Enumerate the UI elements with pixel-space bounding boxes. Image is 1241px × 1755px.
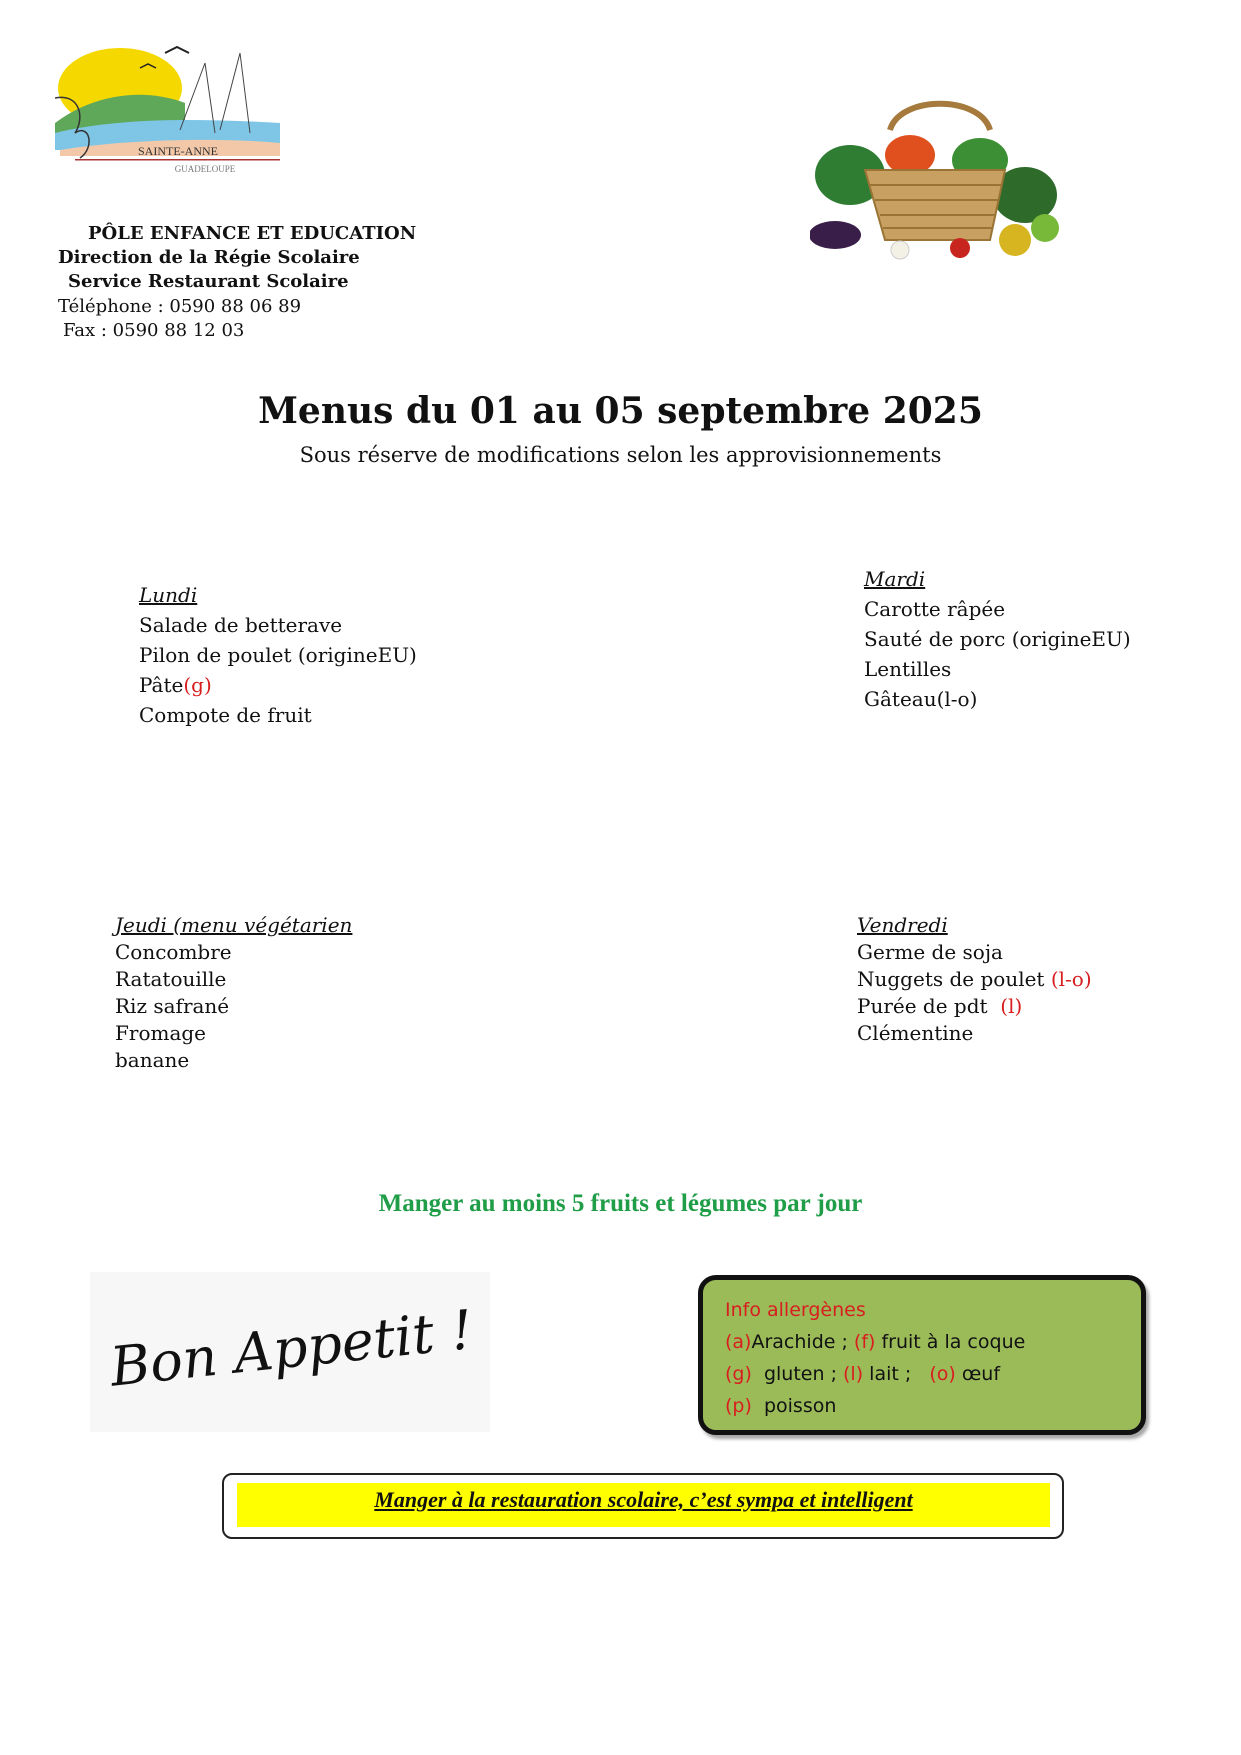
menu-item: Fromage bbox=[115, 1021, 207, 1045]
menu-item: Germe de soja bbox=[857, 940, 1003, 964]
menu-item: Compote de fruit bbox=[139, 703, 312, 727]
day-name: Vendredi bbox=[857, 913, 948, 937]
day-lundi bbox=[139, 580, 417, 730]
menu-item: Purée de pdt (l) bbox=[857, 994, 1023, 1018]
menu-item: Salade de betterave bbox=[139, 613, 343, 637]
menu-item: Sauté de porc (origineEU) bbox=[864, 627, 1131, 651]
fruits-slogan: Manger au moins 5 fruits et légumes par jour bbox=[378, 1190, 863, 1217]
vegetable-basket-image bbox=[810, 100, 1065, 260]
page-title: Menus du 01 au 05 septembre 2025 bbox=[258, 390, 983, 432]
logo-subtext: GUADELOUPE bbox=[174, 164, 236, 174]
allergen-title: Info allergènes bbox=[725, 1299, 866, 1321]
bon-appetit-text: Bon Appetit ! bbox=[107, 1297, 476, 1399]
menu-item: Carotte râpée bbox=[864, 597, 1006, 621]
allergen-code: (l-o) bbox=[1050, 967, 1092, 991]
page-subtitle: Sous réserve de modifications selon les approvisionnements bbox=[299, 443, 942, 467]
menu-item: Concombre bbox=[115, 940, 232, 964]
menu-item: Clémentine bbox=[857, 1021, 974, 1045]
menu-item: banane bbox=[115, 1048, 190, 1072]
menu-item: Nuggets de poulet (l-o) bbox=[857, 967, 1092, 991]
day-jeudi bbox=[115, 912, 352, 1074]
allergen-line: (a)Arachide ; (f) fruit à la coque bbox=[725, 1331, 1026, 1353]
day-name: Lundi bbox=[139, 583, 198, 607]
day-vendredi bbox=[857, 912, 1092, 1047]
allergen-line: (g) gluten ; (l) lait ; (o) œuf bbox=[725, 1363, 1001, 1385]
bon-appetit-image bbox=[90, 1272, 490, 1432]
service-heading: Service Restaurant Scolaire bbox=[68, 271, 349, 292]
allergen-line: (p) poisson bbox=[725, 1395, 837, 1417]
direction-heading: Direction de la Régie Scolaire bbox=[58, 247, 360, 268]
menu-item: Ratatouille bbox=[115, 967, 227, 991]
menu-item: Riz safrané bbox=[115, 994, 230, 1018]
logo-text: SAINTE-ANNE bbox=[138, 144, 218, 158]
allergen-code: (g) bbox=[183, 673, 212, 697]
day-name: Jeudi (menu végétarien bbox=[115, 913, 353, 937]
day-name: Mardi bbox=[864, 567, 926, 591]
fax: Fax : 0590 88 12 03 bbox=[63, 320, 245, 341]
menu-item: Lentilles bbox=[864, 657, 952, 681]
telephone: Téléphone : 0590 88 06 89 bbox=[58, 296, 302, 317]
menu-item: Pâte(g) bbox=[139, 673, 212, 697]
pole-heading: PÔLE ENFANCE ET EDUCATION bbox=[88, 223, 417, 244]
allergen-code: (l) bbox=[1000, 994, 1023, 1018]
menu-item: Gâteau(l-o) bbox=[864, 687, 978, 711]
motto-text: Manger à la restauration scolaire, c’est sympa et intelligent bbox=[237, 1483, 1050, 1527]
sainte-anne-logo bbox=[55, 38, 317, 186]
allergen-info-box bbox=[698, 1275, 1146, 1435]
day-mardi bbox=[864, 564, 1131, 714]
menu-item: Pilon de poulet (origineEU) bbox=[139, 643, 417, 667]
